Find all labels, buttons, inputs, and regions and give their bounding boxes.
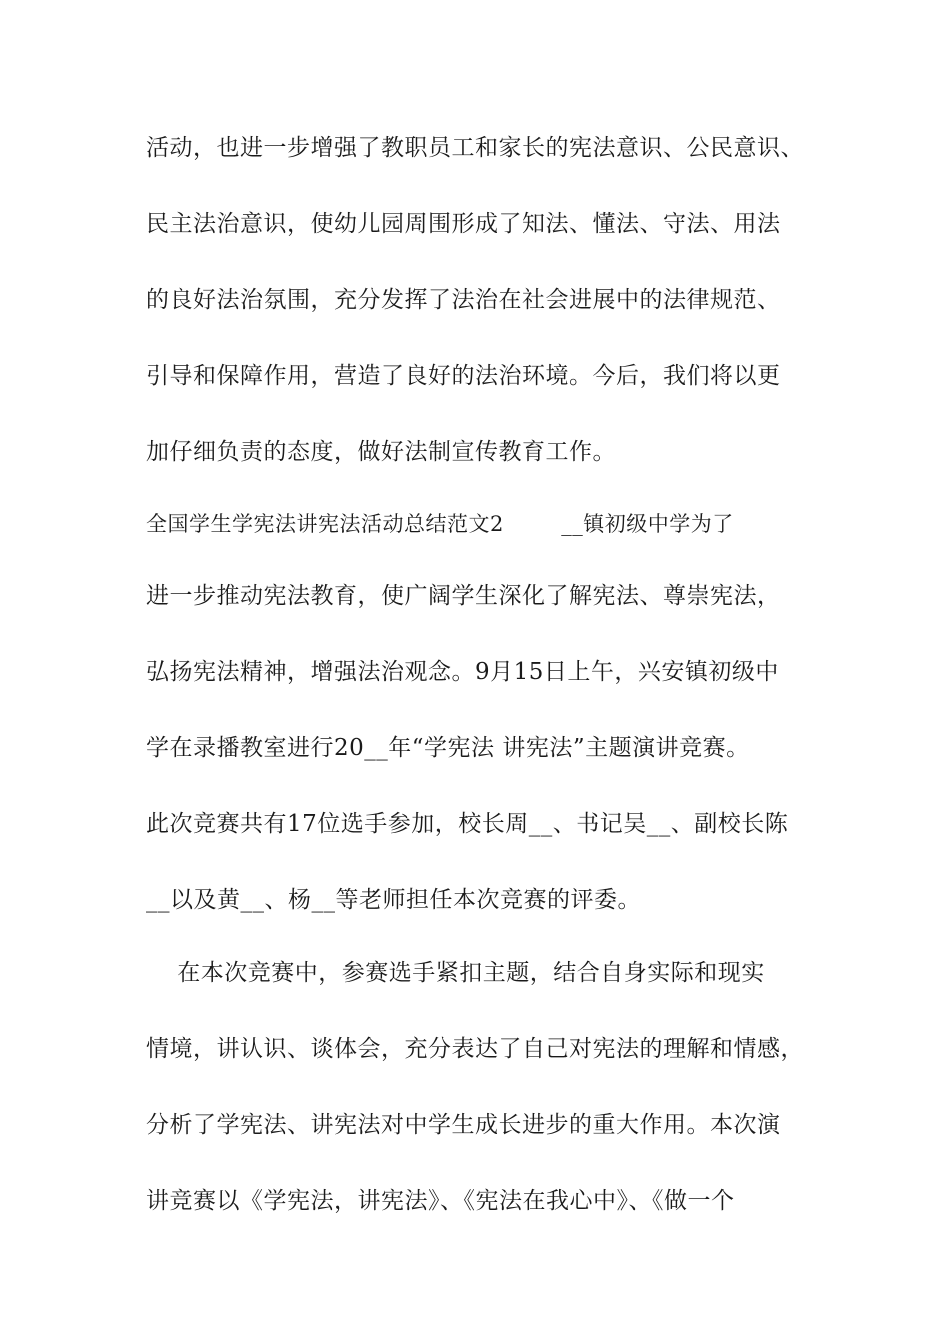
paragraph-line: 引导和保障作用，营造了良好的法治环境。今后，我们将以更 xyxy=(146,363,781,389)
paragraph-line: 在本次竞赛中，参赛选手紧扣主题，结合自身实际和现实 xyxy=(146,960,765,986)
paragraph-line: 情境，讲认识、谈体会，充分表达了自己对宪法的理解和情感， xyxy=(146,1036,804,1062)
paragraph-line: 的良好法治氛围，充分发挥了法治在社会进展中的法律规范、 xyxy=(146,287,781,313)
paragraph-line: 民主法治意识，使幼儿园周围形成了知法、懂法、守法、用法 xyxy=(146,211,781,237)
paragraph-line: 弘扬宪法精神，增强法治观念。9月15日上午，兴安镇初级中 xyxy=(146,659,779,685)
paragraph-line: 分析了学宪法、讲宪法对中学生成长进步的重大作用。本次演 xyxy=(146,1112,781,1138)
section-heading-line: 全国学生学宪法讲宪法活动总结范文2 __镇初级中学为了 xyxy=(146,512,734,536)
paragraph-line: 此次竞赛共有17位选手参加，校长周__、书记吴__、副校长陈 xyxy=(146,811,789,837)
paragraph-line: 学在录播教室进行20__年“学宪法 讲宪法”主题演讲竞赛。 xyxy=(146,735,750,761)
paragraph-line: __以及黄__、杨__等老师担任本次竞赛的评委。 xyxy=(146,887,641,913)
paragraph-line: 讲竞赛以《学宪法，讲宪法》、《宪法在我心中》、《做一个 xyxy=(146,1188,735,1214)
paragraph-line: 加仔细负责的态度，做好法制宣传教育工作。 xyxy=(146,439,616,465)
paragraph-line: 活动，也进一步增强了教职员工和家长的宪法意识、公民意识、 xyxy=(146,135,804,161)
paragraph-line: 进一步推动宪法教育，使广阔学生深化了解宪法、尊崇宪法， xyxy=(146,583,781,609)
